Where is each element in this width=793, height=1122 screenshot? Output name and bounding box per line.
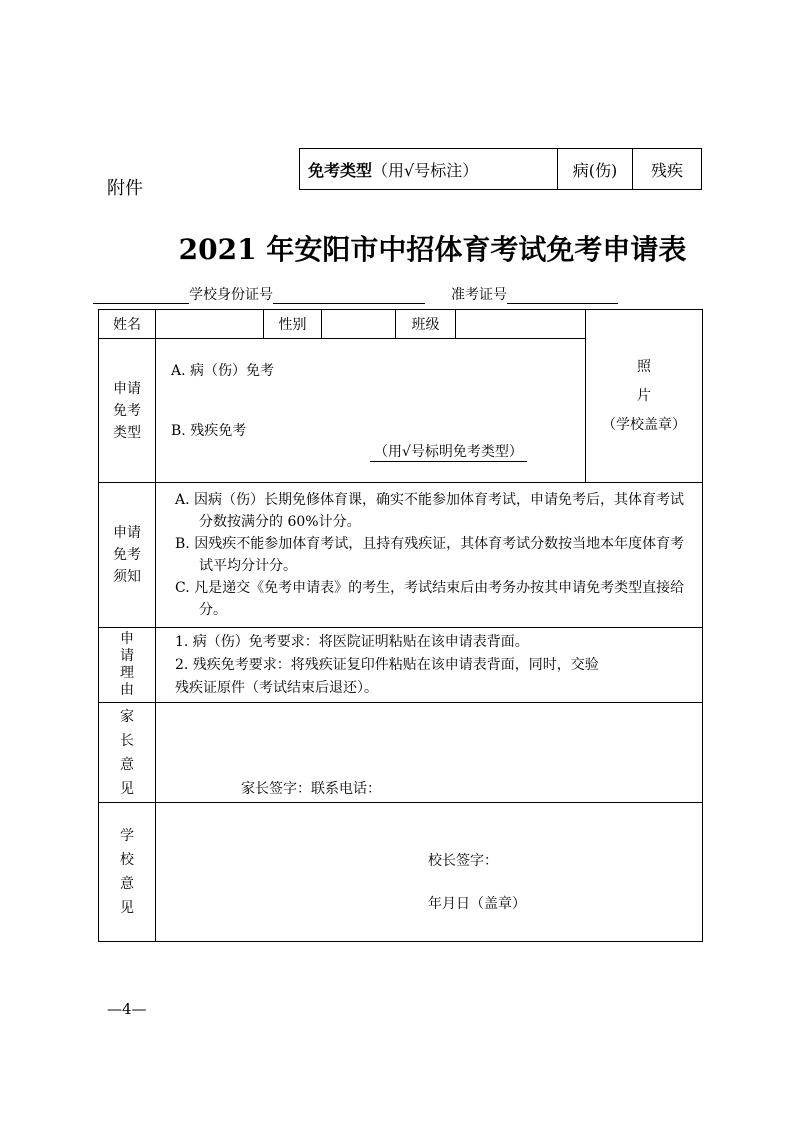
notice-label-3: 须知 — [113, 569, 141, 585]
photo-area[interactable] — [586, 310, 702, 482]
notice-a: A. 因病（伤）长期免修体育课，确实不能参加体育考试，申请免考后，其体育考试分数按满分的 60%计分。 — [175, 492, 685, 530]
school-id-label: 学校身份证号 — [189, 287, 273, 303]
reason-label — [99, 628, 155, 702]
gender-field[interactable] — [322, 310, 395, 338]
school-label-char: 学 — [120, 828, 134, 844]
notice-label — [99, 483, 155, 627]
apply-type-label-3: 类型 — [113, 424, 141, 441]
notice-label-2: 免考 — [113, 547, 141, 563]
exempt-type-label-bold: 免考类型 — [308, 160, 373, 180]
class-label: 班级 — [411, 317, 440, 333]
parent-opinion-field[interactable] — [156, 703, 702, 802]
page-number: —4— — [107, 1000, 147, 1018]
reason-label-char: 由 — [120, 682, 134, 698]
reason-label-char: 申 — [120, 631, 134, 647]
school-opinion-field[interactable] — [156, 803, 702, 941]
notice-body — [175, 489, 697, 621]
exempt-option-disabled[interactable]: 残疾 — [650, 160, 683, 180]
gender-label: 性别 — [278, 317, 307, 333]
reason-2a: 2. 残疾免考要求：将残疾证复印件粘贴在该申请表背面，同时，交验 — [175, 657, 599, 673]
option-a[interactable]: A. 病（伤）免考 — [171, 363, 275, 379]
reason-label-char: 请 — [120, 648, 134, 664]
option-hint: （用√号标明免考类型） — [370, 441, 527, 462]
apply-type-label — [99, 339, 155, 482]
exempt-type-label-rest: （用√号标注） — [372, 160, 479, 180]
photo-label-1: 照 — [637, 359, 651, 375]
option-b[interactable]: B. 残疾免考 — [171, 423, 247, 439]
photo-label-3: （学校盖章） — [602, 417, 686, 433]
apply-type-label-2: 免考 — [113, 402, 141, 419]
form-title: 2021 年安阳市中招体育考试免考申请表 — [178, 233, 687, 266]
parent-sign: 家长签字：联系电话： — [241, 781, 381, 797]
reason-1: 1. 病（伤）免考要求：将医院证明粘贴在该申请表背面。 — [175, 634, 529, 650]
school-label-char: 意 — [120, 876, 134, 892]
notice-label-1: 申请 — [113, 525, 141, 541]
parent-label-char: 长 — [120, 732, 134, 749]
parent-label-char: 家 — [120, 708, 134, 725]
school-label-char: 校 — [120, 852, 134, 868]
notice-b: B. 因残疾不能参加体育考试，且持有残疾证，其体育考试分数按当地本年度体育考试平均分计分。 — [175, 536, 685, 574]
reason-2b: 残疾证原件（考试结束后退还）。 — [175, 680, 378, 696]
class-field[interactable] — [456, 310, 585, 338]
exempt-option-sick[interactable]: 病(伤) — [558, 149, 633, 189]
reason-label-char: 理 — [120, 665, 134, 681]
notice-c: C. 凡是递交《免考申请表》的考生，考试结束后由考务办按其申请免考类型直接给分。 — [175, 580, 685, 618]
parent-label — [99, 703, 155, 802]
photo-label-2: 片 — [637, 388, 651, 404]
attachment-label: 附件 — [107, 178, 143, 199]
apply-type-label-1: 申请 — [113, 380, 141, 397]
school-label — [99, 803, 155, 941]
exam-no-label: 准考证号 — [451, 287, 507, 303]
date-stamp: 年月日（盖章） — [428, 896, 526, 912]
school-label-char: 见 — [120, 900, 134, 916]
name-label: 姓名 — [113, 317, 141, 333]
principal-sign: 校长签字： — [428, 853, 498, 869]
parent-label-char: 意 — [120, 756, 134, 773]
parent-label-char: 见 — [120, 780, 134, 797]
name-field[interactable] — [156, 310, 263, 338]
